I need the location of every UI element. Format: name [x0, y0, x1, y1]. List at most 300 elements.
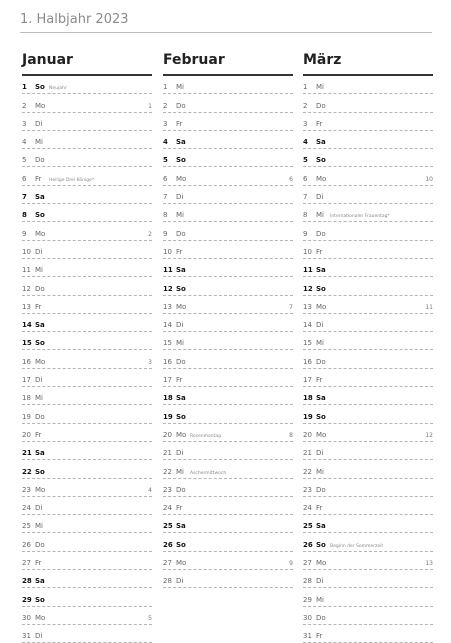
day-row — [303, 167, 433, 185]
day-number: 15 — [163, 339, 172, 348]
weekday-label: Sa — [176, 138, 186, 147]
weekday-label: So — [35, 211, 45, 220]
weekday-label: Mi — [316, 595, 324, 604]
day-number: 1 — [163, 83, 168, 92]
day-number: 13 — [303, 302, 312, 311]
day-number: 20 — [22, 430, 31, 439]
week-number: 10 — [425, 175, 433, 183]
day-row — [22, 570, 152, 588]
weekday-label: Di — [176, 321, 184, 330]
weekday-label: Mi — [35, 266, 43, 275]
day-row — [303, 460, 433, 478]
day-number: 4 — [22, 138, 27, 147]
day-row — [303, 442, 433, 460]
weekday-label: Fr — [176, 376, 183, 385]
day-row — [22, 387, 152, 405]
weekday-label: Di — [316, 449, 324, 458]
day-row — [163, 259, 293, 277]
weekday-label: Do — [316, 357, 326, 366]
day-number: 7 — [303, 193, 308, 202]
day-number: 13 — [22, 302, 31, 311]
day-row — [303, 259, 433, 277]
weekday-label: Mi — [176, 211, 184, 220]
day-row — [22, 460, 152, 478]
weekday-label: Do — [316, 229, 326, 238]
weekday-label: Mo — [176, 430, 187, 439]
day-list — [303, 76, 433, 643]
holiday-note: Heilige Drei Könige* — [49, 177, 95, 183]
weekday-label: Mo — [316, 430, 327, 439]
day-number: 24 — [303, 504, 312, 513]
weekday-label: Fr — [176, 119, 183, 128]
day-row — [163, 277, 293, 295]
day-number: 12 — [163, 284, 173, 293]
day-row — [163, 94, 293, 112]
day-row — [303, 222, 433, 240]
day-row — [22, 369, 152, 387]
day-number: 3 — [163, 119, 168, 128]
day-row — [303, 405, 433, 423]
day-number: 22 — [303, 467, 312, 476]
weekday-label: Sa — [35, 449, 45, 458]
day-row — [163, 479, 293, 497]
weekday-label: Di — [176, 193, 184, 202]
day-number: 13 — [163, 302, 172, 311]
week-number: 3 — [148, 358, 152, 366]
weekday-label: Di — [35, 504, 43, 513]
day-row — [22, 479, 152, 497]
day-row — [22, 314, 152, 332]
weekday-label: Do — [35, 540, 45, 549]
day-number: 28 — [163, 577, 172, 586]
weekday-label: Mi — [316, 339, 324, 348]
day-number: 5 — [22, 156, 27, 165]
weekday-label: Mo — [316, 174, 327, 183]
day-number: 1 — [303, 83, 308, 92]
day-row — [163, 515, 293, 533]
weekday-label: Do — [176, 485, 186, 494]
month-name: Februar — [163, 52, 225, 68]
day-number: 29 — [22, 595, 32, 604]
day-number: 23 — [303, 485, 312, 494]
day-row — [303, 497, 433, 515]
day-row — [22, 296, 152, 314]
day-number: 15 — [303, 339, 312, 348]
week-number: 6 — [289, 175, 293, 183]
day-row — [303, 533, 433, 551]
weekday-label: Mi — [35, 522, 43, 531]
weekday-label: So — [316, 156, 326, 165]
weekday-label: Fr — [316, 504, 323, 513]
day-row — [22, 424, 152, 442]
day-row — [303, 113, 433, 131]
day-number: 23 — [163, 485, 172, 494]
weekday-label: Di — [35, 119, 43, 128]
day-row — [22, 552, 152, 570]
day-row — [163, 442, 293, 460]
day-number: 14 — [22, 321, 32, 330]
weekday-label: Fr — [35, 302, 42, 311]
day-row — [22, 533, 152, 551]
weekday-label: Mi — [35, 138, 43, 147]
weekday-label: Mo — [35, 485, 46, 494]
holiday-note: Rosenmontag — [190, 433, 222, 439]
day-row — [22, 259, 152, 277]
day-number: 30 — [303, 613, 312, 622]
day-number: 4 — [303, 138, 308, 147]
day-row — [163, 296, 293, 314]
day-number: 8 — [22, 211, 27, 220]
day-number: 17 — [22, 376, 31, 385]
day-number: 8 — [303, 211, 308, 220]
day-number: 22 — [163, 467, 172, 476]
day-number: 3 — [22, 119, 27, 128]
holiday-note: Internationaler Frauentag* — [330, 214, 390, 220]
weekday-label: Sa — [176, 394, 186, 403]
title-divider — [20, 32, 432, 33]
weekday-label: Sa — [316, 522, 326, 531]
day-row — [22, 497, 152, 515]
page-title: 1. Halbjahr 2023 — [20, 12, 129, 27]
day-row — [303, 149, 433, 167]
weekday-label: Sa — [35, 577, 45, 586]
day-number: 5 — [303, 156, 308, 165]
day-row — [22, 222, 152, 240]
day-row — [303, 588, 433, 606]
weekday-label: So — [316, 540, 326, 549]
day-number: 27 — [303, 559, 312, 568]
holiday-note: Beginn der Sommerzeit — [330, 543, 384, 549]
day-row — [22, 149, 152, 167]
weekday-label: Mi — [35, 394, 43, 403]
day-number: 9 — [22, 229, 27, 238]
day-row — [163, 149, 293, 167]
day-number: 3 — [303, 119, 308, 128]
weekday-label: Di — [35, 632, 43, 641]
day-row — [22, 277, 152, 295]
weekday-label: Mi — [316, 467, 324, 476]
day-number: 10 — [163, 247, 172, 256]
weekday-label: Mo — [176, 302, 187, 311]
weekday-label: Fr — [316, 376, 323, 385]
weekday-label: Mi — [316, 211, 324, 220]
day-row — [303, 314, 433, 332]
day-number: 31 — [22, 632, 31, 641]
holiday-note: Aschermittwoch — [190, 470, 227, 476]
day-number: 11 — [22, 266, 31, 275]
day-row — [303, 369, 433, 387]
day-row — [22, 113, 152, 131]
weekday-label: Mi — [176, 467, 184, 476]
day-row — [303, 76, 433, 94]
weekday-label: Do — [176, 357, 186, 366]
day-row — [303, 387, 433, 405]
day-number: 6 — [163, 174, 168, 183]
day-row — [303, 350, 433, 368]
day-number: 1 — [22, 83, 27, 92]
day-row — [22, 167, 152, 185]
day-row — [163, 131, 293, 149]
weekday-label: Do — [35, 284, 45, 293]
day-number: 5 — [163, 156, 168, 165]
day-number: 11 — [163, 266, 173, 275]
weekday-label: Fr — [35, 174, 42, 183]
day-row — [163, 204, 293, 222]
day-number: 18 — [163, 394, 173, 403]
day-number: 17 — [163, 376, 172, 385]
day-number: 17 — [303, 376, 312, 385]
weekday-label: Mi — [176, 339, 184, 348]
week-number: 13 — [425, 560, 433, 568]
month-column-maerz — [303, 52, 433, 643]
day-number: 28 — [303, 577, 312, 586]
day-row — [22, 332, 152, 350]
day-number: 25 — [303, 522, 313, 531]
weekday-label: Mo — [316, 559, 327, 568]
day-row — [303, 94, 433, 112]
day-number: 14 — [303, 321, 312, 330]
weekday-label: Mo — [176, 174, 187, 183]
day-number: 27 — [163, 559, 172, 568]
day-number: 21 — [163, 449, 172, 458]
day-row — [303, 479, 433, 497]
day-row — [22, 515, 152, 533]
weekday-label: Sa — [35, 193, 45, 202]
day-number: 20 — [163, 430, 172, 439]
day-number: 14 — [163, 321, 172, 330]
weekday-label: Fr — [316, 247, 323, 256]
day-number: 26 — [163, 540, 173, 549]
month-column-februar — [163, 52, 293, 588]
week-number: 12 — [425, 431, 433, 439]
day-number: 16 — [303, 357, 312, 366]
day-row — [163, 241, 293, 259]
weekday-label: Di — [316, 577, 324, 586]
day-row — [303, 552, 433, 570]
weekday-label: Do — [35, 412, 45, 421]
day-number: 12 — [303, 284, 313, 293]
day-row — [22, 442, 152, 460]
weekday-label: Sa — [316, 138, 326, 147]
day-row — [163, 332, 293, 350]
day-row — [163, 369, 293, 387]
day-number: 4 — [163, 138, 168, 147]
month-name: März — [303, 52, 342, 68]
weekday-label: Mo — [35, 613, 46, 622]
day-number: 24 — [163, 504, 172, 513]
day-row — [163, 533, 293, 551]
week-number: 11 — [425, 303, 433, 311]
week-number: 1 — [148, 102, 152, 110]
day-number: 18 — [303, 394, 313, 403]
weekday-label: Mo — [176, 559, 187, 568]
day-row — [163, 76, 293, 94]
day-row — [163, 350, 293, 368]
day-number: 29 — [303, 595, 312, 604]
weekday-label: Mo — [35, 229, 46, 238]
week-number: 2 — [148, 230, 152, 238]
weekday-label: Sa — [35, 321, 45, 330]
day-row — [22, 241, 152, 259]
day-number: 25 — [22, 522, 31, 531]
day-row — [303, 515, 433, 533]
day-row — [22, 405, 152, 423]
day-number: 19 — [163, 412, 173, 421]
day-row — [163, 113, 293, 131]
day-row — [22, 186, 152, 204]
weekday-label: Do — [316, 613, 326, 622]
weekday-label: So — [176, 412, 186, 421]
holiday-note: Neujahr — [49, 86, 67, 92]
day-number: 8 — [163, 211, 168, 220]
day-number: 16 — [163, 357, 172, 366]
weekday-label: Sa — [176, 522, 186, 531]
day-number: 2 — [163, 101, 168, 110]
weekday-label: So — [176, 284, 186, 293]
day-number: 21 — [303, 449, 312, 458]
day-row — [22, 76, 152, 94]
day-number: 23 — [22, 485, 31, 494]
day-row — [22, 350, 152, 368]
weekday-label: Di — [316, 321, 324, 330]
day-number: 2 — [22, 101, 27, 110]
weekday-label: Mo — [316, 302, 327, 311]
day-row — [163, 460, 293, 478]
weekday-label: Mo — [35, 101, 46, 110]
day-number: 2 — [303, 101, 308, 110]
day-number: 11 — [303, 266, 313, 275]
day-number: 30 — [22, 613, 31, 622]
day-number: 12 — [22, 284, 31, 293]
day-row — [163, 570, 293, 588]
weekday-label: So — [35, 339, 45, 348]
weekday-label: So — [35, 83, 45, 92]
day-list — [22, 76, 152, 643]
weekday-label: So — [35, 467, 45, 476]
weekday-label: Do — [316, 485, 326, 494]
day-row — [22, 94, 152, 112]
weekday-label: Fr — [176, 247, 183, 256]
weekday-label: Di — [176, 449, 184, 458]
weekday-label: Fr — [316, 632, 323, 641]
weekday-label: Fr — [176, 504, 183, 513]
day-number: 7 — [22, 193, 27, 202]
day-row — [163, 424, 293, 442]
day-row — [163, 387, 293, 405]
month-name: Januar — [22, 52, 73, 68]
day-row — [303, 424, 433, 442]
day-number: 10 — [303, 247, 312, 256]
day-row — [22, 625, 152, 643]
day-row — [163, 497, 293, 515]
day-row — [303, 131, 433, 149]
day-row — [163, 167, 293, 185]
day-row — [22, 204, 152, 222]
weekday-label: So — [176, 156, 186, 165]
day-row — [303, 570, 433, 588]
day-number: 19 — [22, 412, 31, 421]
day-number: 18 — [22, 394, 31, 403]
day-number: 10 — [22, 247, 31, 256]
week-number: 8 — [289, 431, 293, 439]
weekday-label: Do — [176, 229, 186, 238]
day-row — [22, 588, 152, 606]
day-number: 9 — [163, 229, 168, 238]
day-row — [303, 241, 433, 259]
day-number: 6 — [303, 174, 308, 183]
weekday-label: Di — [35, 247, 43, 256]
day-number: 26 — [303, 540, 313, 549]
weekday-label: Sa — [316, 394, 326, 403]
day-number: 15 — [22, 339, 32, 348]
day-number: 21 — [22, 449, 32, 458]
day-row — [163, 222, 293, 240]
weekday-label: Do — [35, 156, 45, 165]
day-row — [303, 332, 433, 350]
weekday-label: Do — [316, 101, 326, 110]
day-number: 24 — [22, 504, 31, 513]
day-number: 26 — [22, 540, 31, 549]
day-list — [163, 76, 293, 588]
day-number: 20 — [303, 430, 312, 439]
weekday-label: Sa — [316, 266, 326, 275]
weekday-label: So — [316, 412, 326, 421]
week-number: 7 — [289, 303, 293, 311]
day-row — [163, 405, 293, 423]
day-number: 19 — [303, 412, 313, 421]
day-row — [163, 552, 293, 570]
weekday-label: Di — [316, 193, 324, 202]
day-number: 22 — [22, 467, 32, 476]
day-row — [303, 204, 433, 222]
day-row — [303, 277, 433, 295]
weekday-label: Di — [35, 376, 43, 385]
weekday-label: Di — [176, 577, 184, 586]
week-number: 9 — [289, 560, 293, 568]
day-number: 9 — [303, 229, 308, 238]
week-number: 4 — [148, 486, 152, 494]
weekday-label: So — [176, 540, 186, 549]
day-row — [303, 296, 433, 314]
day-number: 16 — [22, 357, 31, 366]
month-column-januar — [22, 52, 152, 643]
day-number: 25 — [163, 522, 173, 531]
day-row — [303, 625, 433, 643]
day-row — [303, 186, 433, 204]
week-number: 5 — [148, 614, 152, 622]
weekday-label: So — [35, 595, 45, 604]
weekday-label: Mi — [316, 83, 324, 92]
day-number: 31 — [303, 632, 312, 641]
weekday-label: Do — [176, 101, 186, 110]
weekday-label: Sa — [176, 266, 186, 275]
day-number: 6 — [22, 174, 27, 183]
day-number: 27 — [22, 559, 31, 568]
day-number: 28 — [22, 577, 32, 586]
weekday-label: Mi — [176, 83, 184, 92]
weekday-label: Fr — [316, 119, 323, 128]
weekday-label: Fr — [35, 430, 42, 439]
day-row — [303, 607, 433, 625]
weekday-label: Mo — [35, 357, 46, 366]
weekday-label: Fr — [35, 559, 42, 568]
day-row — [163, 314, 293, 332]
day-number: 7 — [163, 193, 168, 202]
day-row — [22, 131, 152, 149]
day-row — [22, 607, 152, 625]
day-row — [163, 186, 293, 204]
weekday-label: So — [316, 284, 326, 293]
